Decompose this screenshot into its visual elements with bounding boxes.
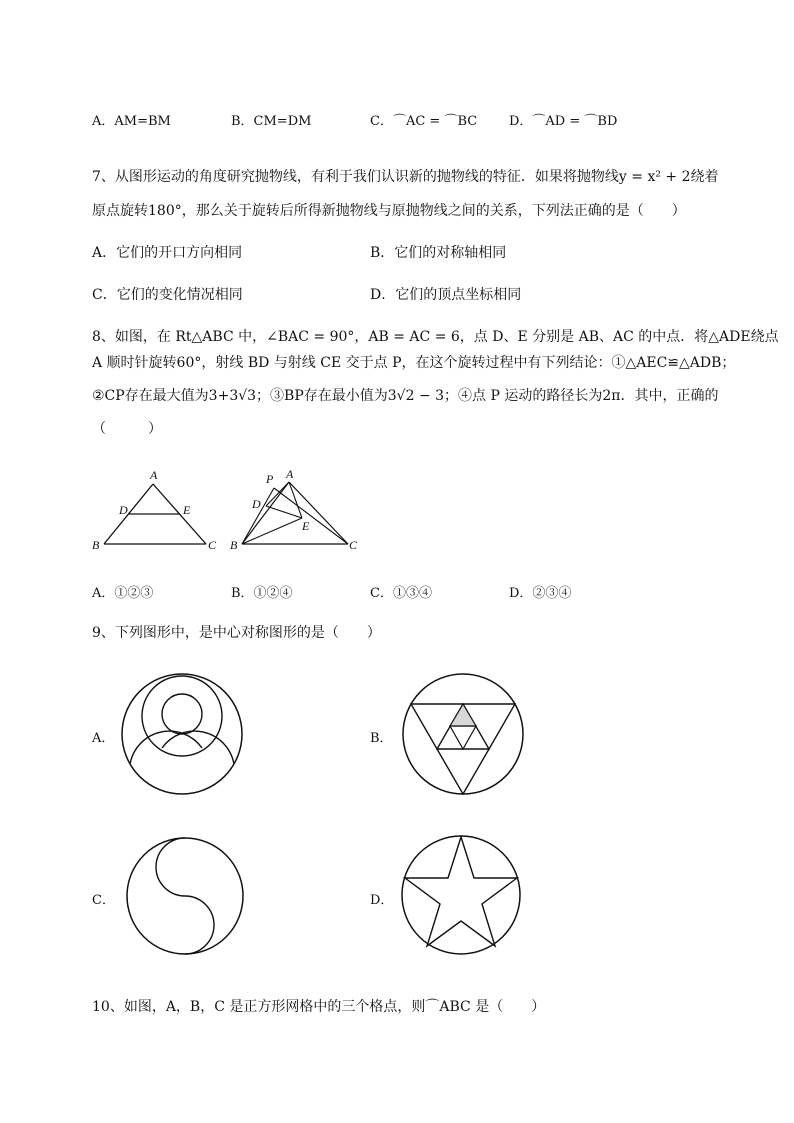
q7-option-a: A．它们的开口方向相同 xyxy=(92,245,243,261)
fig2-label-d: D xyxy=(252,497,261,511)
q8-option-d: D．②③④ xyxy=(509,586,572,601)
q9-label-b: B． xyxy=(370,731,393,746)
q9-label-d: D． xyxy=(370,893,394,908)
q7-option-d: D．它们的顶点坐标相同 xyxy=(370,287,522,303)
q7-option-c: C．它们的变化情况相同 xyxy=(92,287,243,303)
q10-stem: 10、如图，A，B，C 是正方形网格中的三个格点，则⌒ABC 是（ ） xyxy=(92,999,546,1015)
fig1-label-e: E xyxy=(183,503,191,517)
fig2-label-c: C xyxy=(349,538,358,552)
q9-label-c: C． xyxy=(92,893,115,908)
q9-stem: 9、下列图形中，是中心对称图形的是（ ） xyxy=(92,625,381,641)
q8-figure-triangle xyxy=(90,462,220,554)
q9-label-a: A． xyxy=(92,731,115,746)
q9-figure-c xyxy=(125,836,245,956)
q6-option-d: D．⌒AD = ⌒BD xyxy=(509,114,618,129)
fig1-label-c: C xyxy=(208,538,217,552)
q8-option-a: A．①②③ xyxy=(92,586,154,601)
q7-stem-line1: 7、从图形运动的角度研究抛物线，有利于我们认识新的抛物线的特征．如果将抛物线y = x² + 2绕着 xyxy=(92,169,719,185)
q8-stem-line3: ②CP存在最大值为3+3√3；③BP存在最小值为3√2 − 3；④点 P 运动的路径长为2π．其中，正确的 xyxy=(92,388,719,404)
q8-stem-line2: A 顺时针旋转60°，射线 BD 与射线 CE 交于点 P，在这个旋转过程中有下列结论：①△AEC≌△ADB； xyxy=(92,355,736,371)
q6-option-b: B．CM=DM xyxy=(231,114,312,129)
q6-option-a: A．AM=BM xyxy=(92,114,171,129)
fig2-label-e: E xyxy=(302,519,310,533)
q7-stem-line2: 原点旋转180°，那么关于旋转后所得新抛物线与原抛物线之间的关系，下列法正确的是（ ） xyxy=(92,203,686,219)
q7-option-b: B．它们的对称轴相同 xyxy=(370,245,507,261)
fig2-label-a: A xyxy=(286,467,294,481)
fig1-label-a: A xyxy=(150,468,158,482)
q9-figure-a xyxy=(120,672,244,796)
q8-option-b: B．①②④ xyxy=(231,586,293,601)
q8-stem-line1: 8、如图，在 Rt△ABC 中，∠BAC = 90°，AB = AC = 6，点 D、E 分别是 AB、AC 的中点．将△ADE绕点 xyxy=(92,329,779,345)
fig2-label-p: P xyxy=(266,472,274,486)
q9-figure-b xyxy=(401,672,525,796)
q9-figure-d xyxy=(400,834,522,956)
fig2-label-b: B xyxy=(230,538,238,552)
fig1-label-b: B xyxy=(92,538,100,552)
q8-option-c: C．①③④ xyxy=(370,586,432,601)
q8-stem-line4: （ ） xyxy=(92,421,162,437)
fig1-label-d: D xyxy=(119,503,128,517)
q8-figure-rotated xyxy=(228,462,358,554)
q6-option-c: C．⌒AC = ⌒BC xyxy=(370,114,478,129)
